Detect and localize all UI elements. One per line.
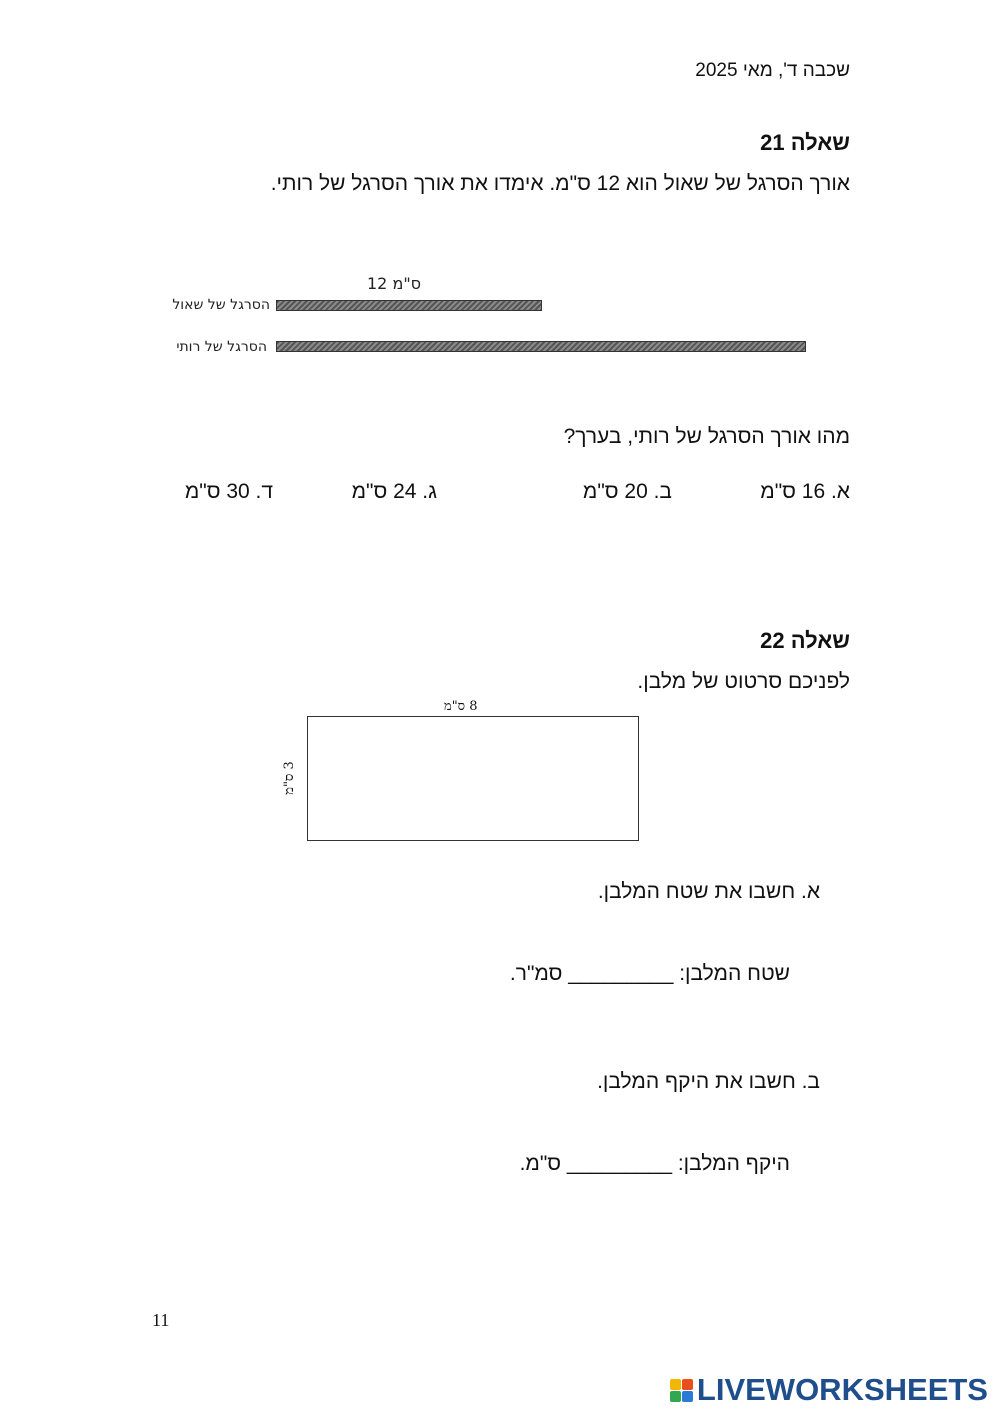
area-answer-field[interactable]: שטח המלבן: _________ סמ"ר.: [509, 962, 790, 985]
saul-ruler-label: הסרגל של שאול: [172, 297, 270, 313]
saul-ruler: [276, 300, 542, 311]
page-number: 11: [152, 1310, 170, 1330]
answer-option-a[interactable]: א. 16 ס"מ: [760, 480, 850, 503]
question-22-part-b: ב. חשבו את היקף המלבן.: [597, 1070, 820, 1093]
liveworksheets-logo-icon: [670, 1379, 693, 1402]
answer-option-c[interactable]: ג. 24 ס"מ: [351, 480, 437, 503]
saul-ruler-length-label: 12 ס"מ: [367, 274, 422, 293]
liveworksheets-logo: [670, 1372, 988, 1408]
question-22-part-a: א. חשבו את שטח המלבן.: [597, 880, 820, 903]
perimeter-answer-field[interactable]: היקף המלבן: _________ ס"מ.: [519, 1152, 790, 1175]
question-21-title: שאלה 21: [760, 130, 850, 155]
rectangle-drawing: [307, 716, 639, 841]
rectangle-width-label: 8 ס"מ: [444, 699, 478, 714]
question-21-text: אורך הסרגל של שאול הוא 12 ס"מ. אימדו את אורך הסרגל של רותי.: [270, 172, 850, 195]
ruti-ruler-label: הסרגל של רותי: [176, 339, 267, 355]
page-header: שכבה ד', מאי 2025: [695, 60, 850, 81]
liveworksheets-brand-text: LIVEWORKSHEETS: [696, 1372, 988, 1407]
rectangle-height-label: 3 ס"מ: [281, 761, 297, 795]
question-22-text: לפניכם סרטוט של מלבן.: [637, 670, 850, 693]
question-22-title: שאלה 22: [760, 628, 850, 653]
question-21-prompt: מהו אורך הסרגל של רותי, בערך?: [563, 425, 850, 448]
answer-option-b[interactable]: ב. 20 ס"מ: [582, 480, 672, 503]
ruti-ruler: [276, 341, 806, 352]
answer-option-d[interactable]: ד. 30 ס"מ: [184, 480, 273, 503]
